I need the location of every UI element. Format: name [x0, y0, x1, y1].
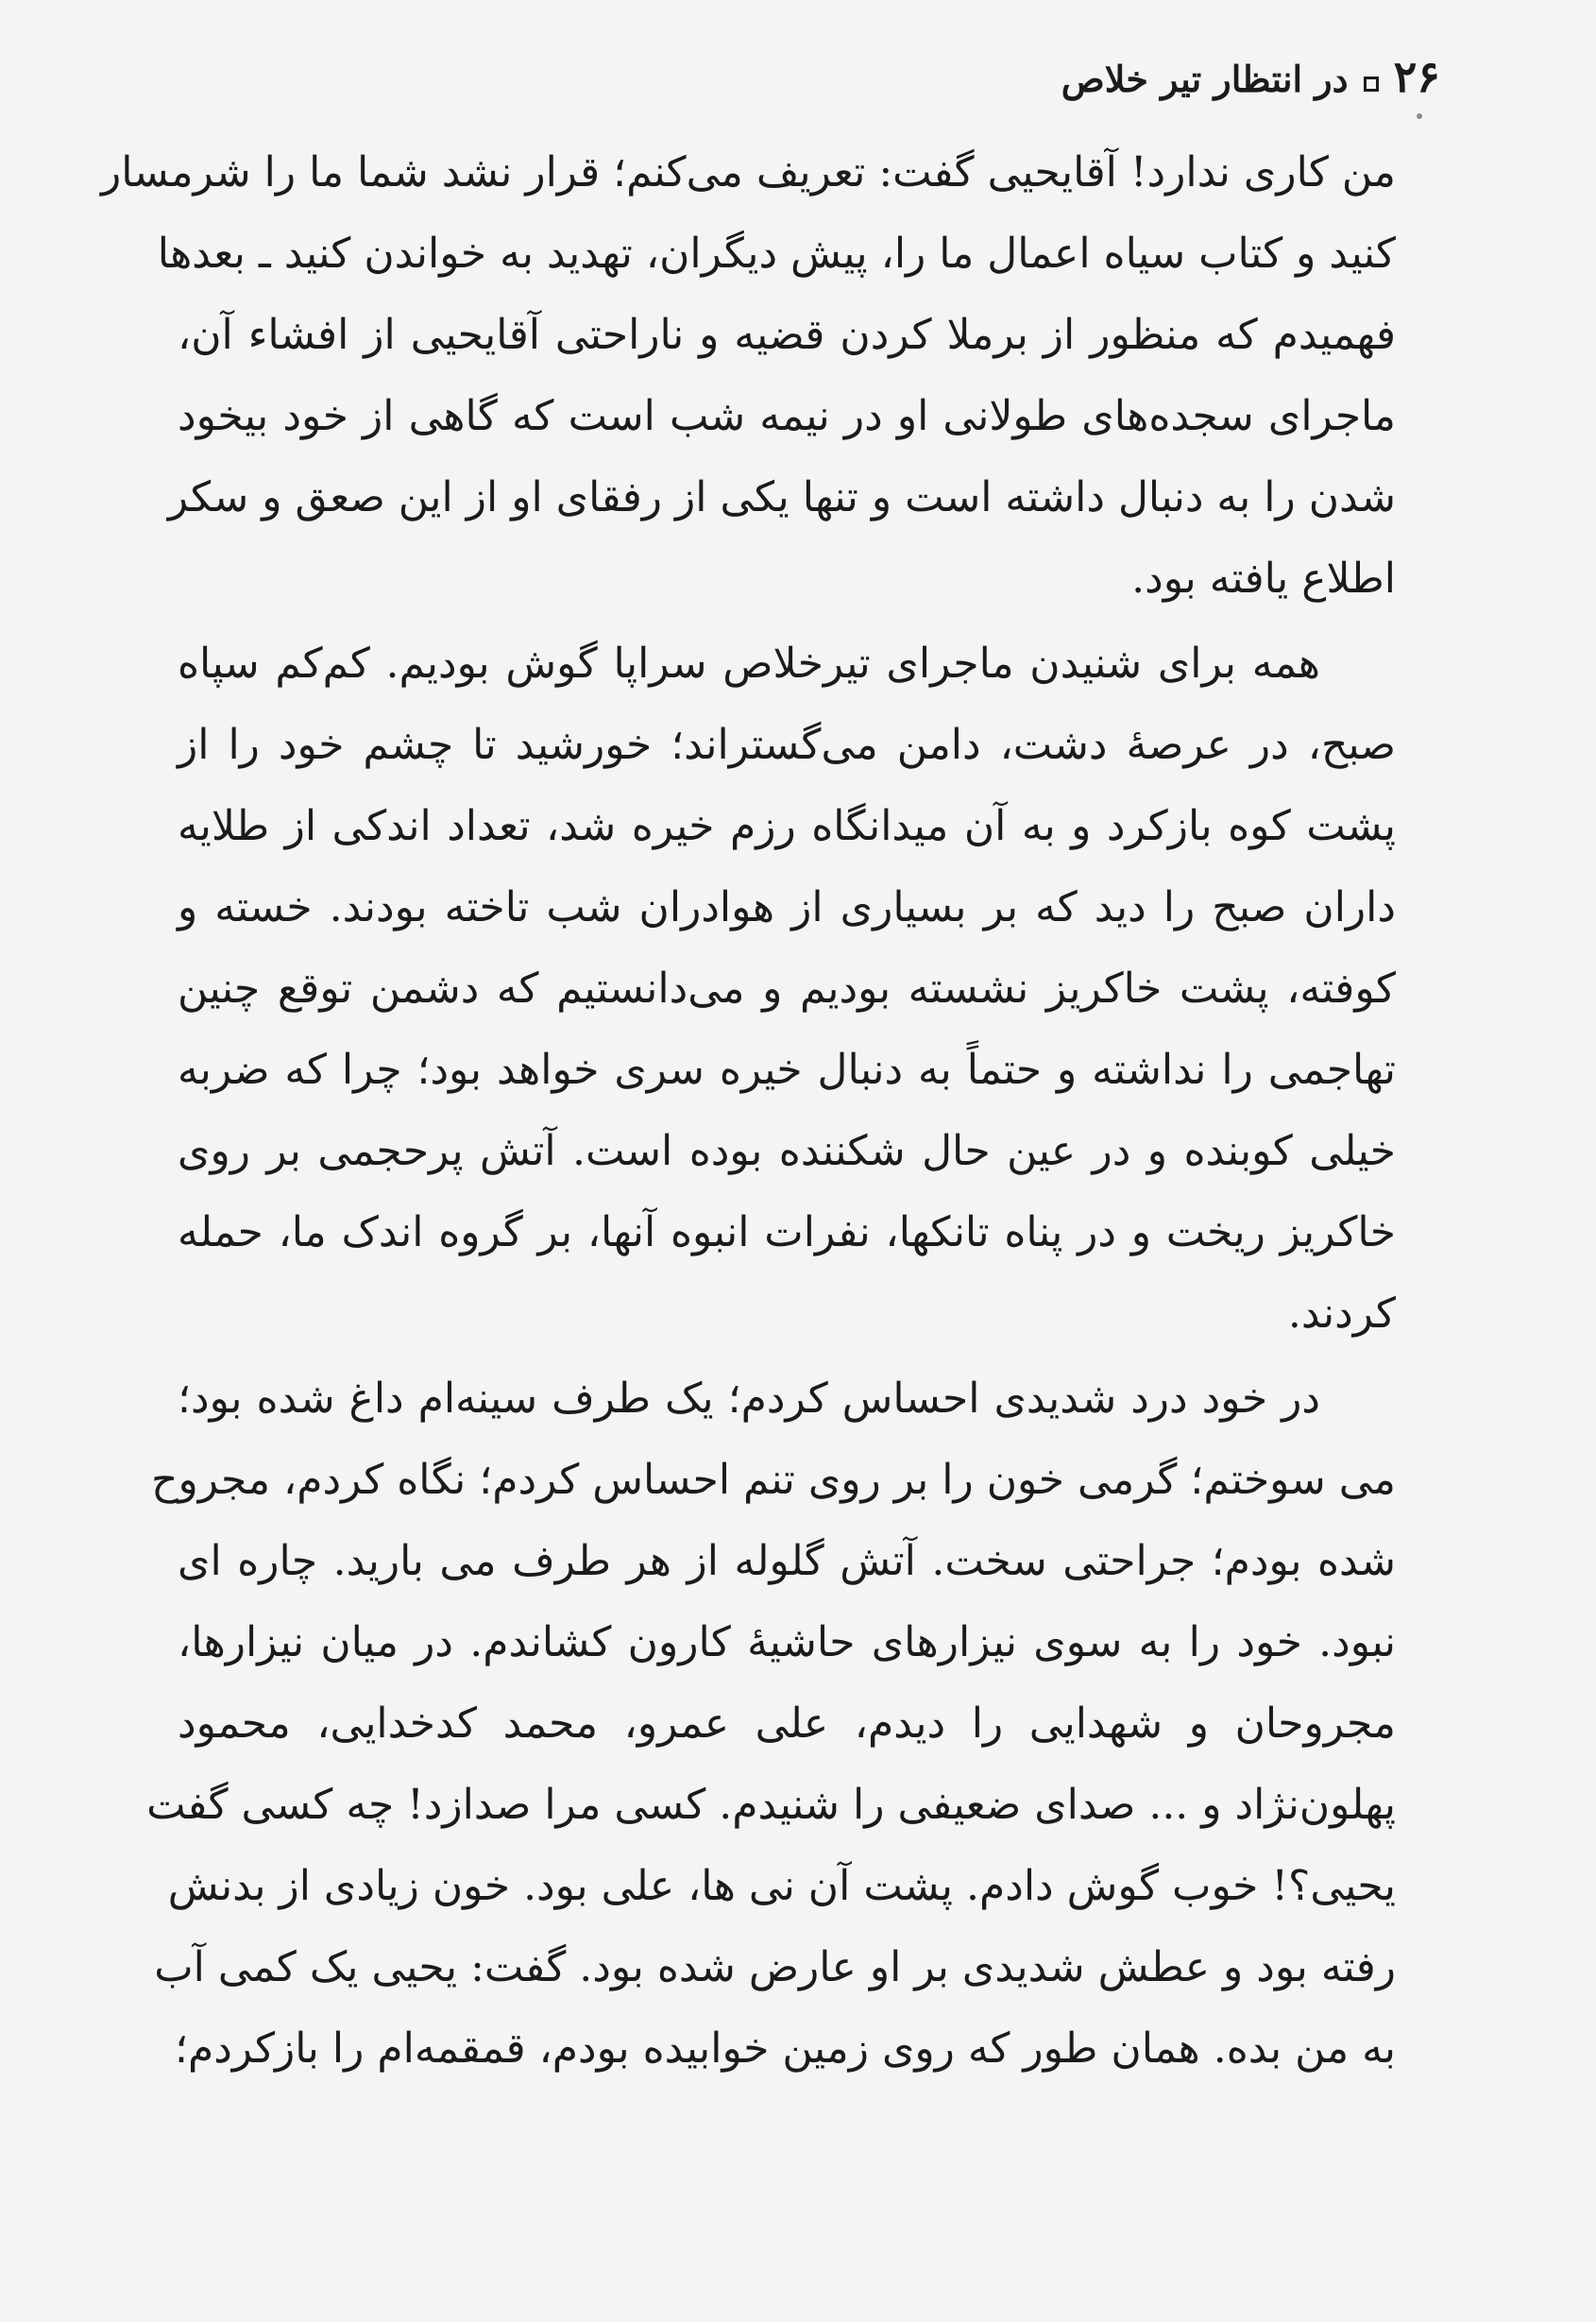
paragraph-3: [146, 1358, 1396, 2090]
square-separator-icon: [1364, 77, 1379, 92]
text-line: صبح، در عرصهٔ دشت، دامن می‌گستراند؛ خورشید تا چشم خود را از: [178, 721, 1396, 769]
paragraph-2: [178, 623, 1396, 1355]
text-line: من کاری ندارد! آقایحیی گفت: تعریف می‌کنم؛ قرار نشد شما ما را شرمسار: [101, 148, 1396, 196]
text-line: اطلاع یافته بود.: [1131, 555, 1396, 603]
text-line: می سوختم؛ گرمی خون را بر روی تنم احساس کردم؛ نگاه کردم، مجروح: [151, 1456, 1396, 1504]
text-line: رفته بود و عطش شدیدی بر او عارض شده بود. گفت: یحیی یک کمی آب: [154, 1943, 1396, 1991]
text-line: کردند.: [1287, 1289, 1396, 1338]
text-line: همه برای شنیدن ماجرای تیرخلاص سراپا گوش بودیم. کم‌کم سپاه: [178, 640, 1320, 688]
text-line: پهلون‌نژاد و ... صدای ضعیفی را شنیدم. کسی مرا صدازد! چه کسی گفت: [146, 1781, 1396, 1829]
text-line: تهاجمی را نداشته و حتماً به دنبال خیره سری خواهد بود؛ چرا که ضربه: [178, 1046, 1396, 1094]
body-text: [101, 132, 1397, 2090]
running-title: در انتظار تیر خلاص: [1061, 58, 1349, 100]
text-line: کوفته، پشت خاکریز نشسته بودیم و می‌دانستیم که دشمن توقع چنین: [178, 965, 1396, 1013]
text-line: شده بودم؛ جراحتی سخت. آتش گلوله از هر طرف می بارید. چاره ای: [178, 1537, 1396, 1585]
text-line: مجروحان و شهدایی را دیدم، علی عمرو، محمد کدخدایی، محمود: [178, 1699, 1396, 1748]
text-line: خیلی کوبنده و در عین حال شکننده بوده است. آتش پرحجمی بر روی: [178, 1127, 1396, 1175]
text-line: ماجرای سجده‌های طولانی او در نیمه شب است که گاهی از خود بیخود: [178, 392, 1396, 440]
text-line: فهمیدم که منظور از برملا کردن قضیه و ناراحتی آقایحیی از افشاء آن،: [178, 311, 1396, 359]
text-line: خاکریز ریخت و در پناه تانکها، نفرات انبوه آنها، بر گروه اندک ما، حمله: [178, 1208, 1397, 1256]
page-header: [1061, 51, 1440, 102]
text-line: نبود. خود را به سوی نیزارهای حاشیهٔ کارون کشاندم. در میان نیزارها،: [178, 1618, 1396, 1666]
text-line: کنید و کتاب سیاه اعمال ما را، پیش دیگران، تهدید به خواندن کنید ـ بعدها: [157, 230, 1396, 278]
text-line: شدن را به دنبال داشته است و تنها یکی از رفقای او از این صعق و سکر: [167, 473, 1396, 521]
page-number: ۲۶: [1393, 51, 1440, 102]
text-line: به من بده. همان طور که روی زمین خوابیده بودم، قمقمه‌ام را بازکردم؛: [174, 2024, 1396, 2073]
text-line: داران صبح را دید که بر بسیاری از هوادران شب تاخته بودند. خسته و: [178, 883, 1396, 931]
text-line: پشت کوه بازکرد و به آن میدانگاه رزم خیره شد، تعداد اندکی از طلایه: [178, 802, 1396, 850]
text-line: یحیی؟! خوب گوش دادم. پشت آن نی ها، علی بود. خون زیادی از بدنش: [167, 1862, 1396, 1910]
text-line: در خود درد شدیدی احساس کردم؛ یک طرف سینه‌ام داغ شده بود؛: [178, 1374, 1320, 1423]
paragraph-1: [101, 132, 1396, 620]
scan-speck: [1417, 113, 1422, 119]
